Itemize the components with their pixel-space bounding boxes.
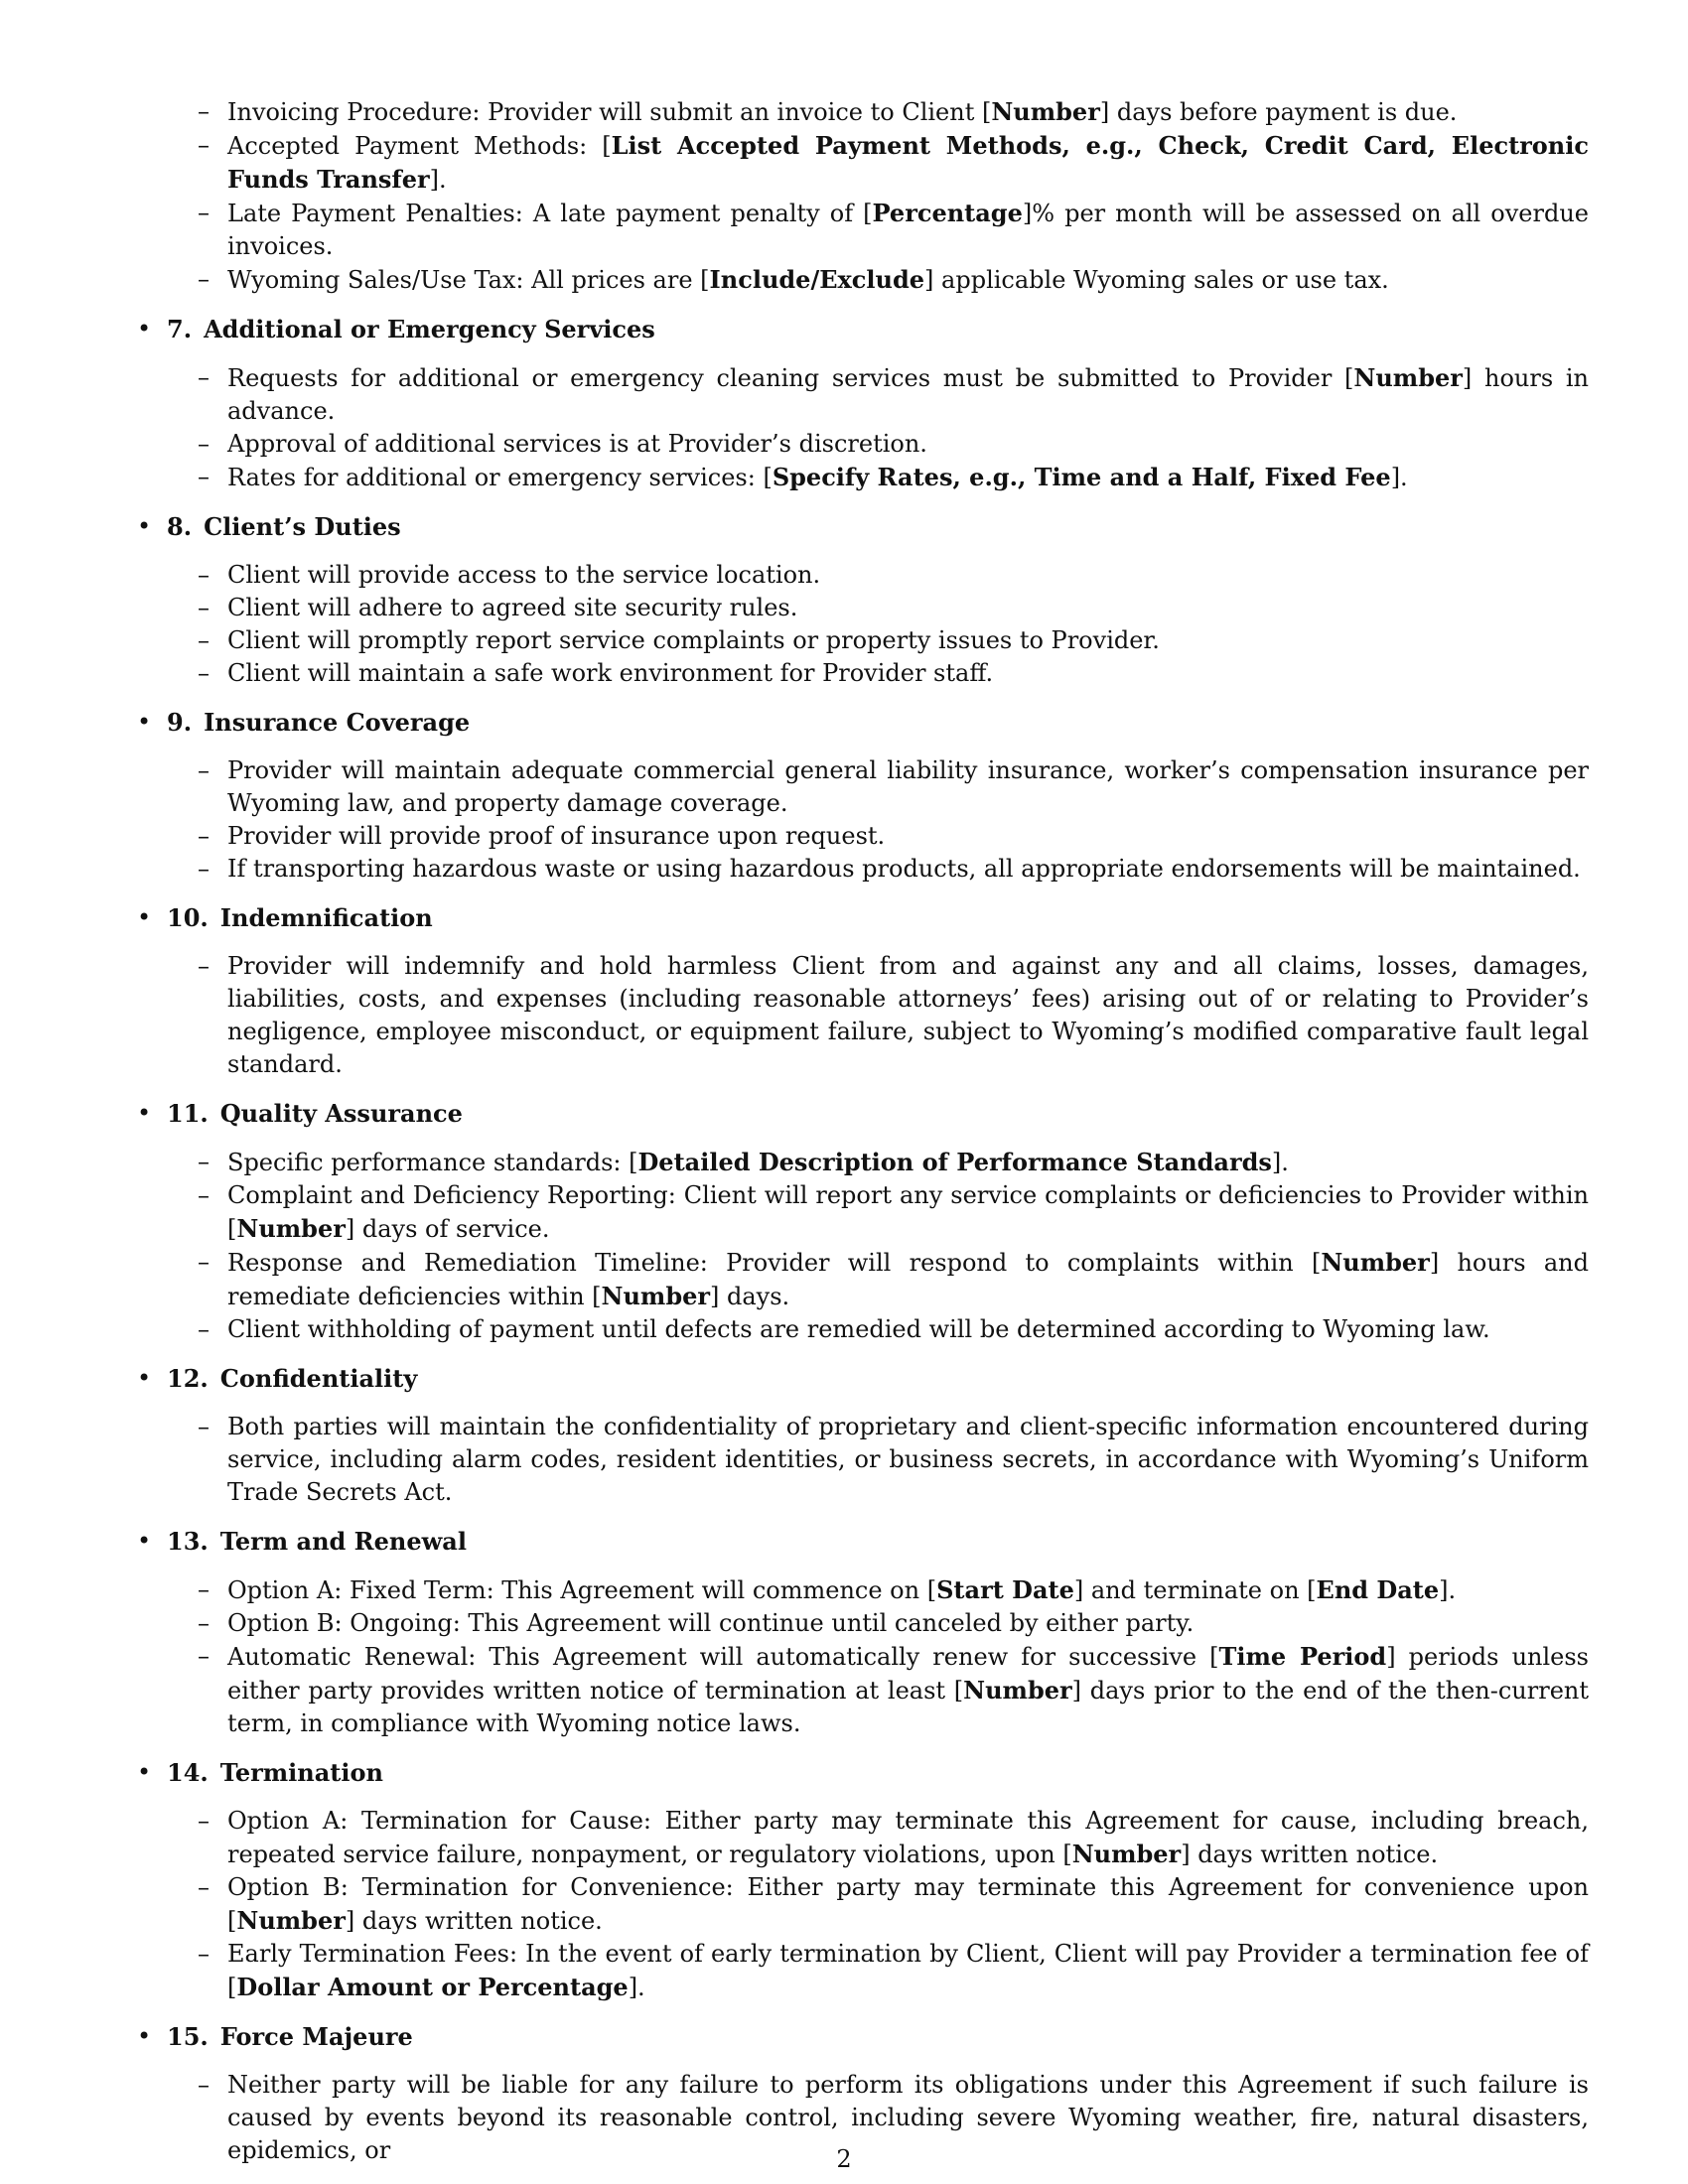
item-text: ] days written notice.: [345, 1907, 603, 1935]
placeholder-field: Time Period: [1218, 1642, 1387, 1671]
section: [137, 1362, 1589, 1509]
section-heading: [137, 510, 1589, 543]
placeholder-field: Number: [1353, 363, 1463, 392]
placeholder-field: Number: [1071, 1840, 1182, 1868]
list-item: [227, 428, 1589, 461]
section: [137, 1756, 1589, 2004]
section-title: Quality Assurance: [219, 1099, 463, 1128]
item-text: ] days prior to the end of the then-current term, in compliance with Wyoming notice laws.: [227, 1677, 1590, 1737]
item-text: ] applicable Wyoming sales or use tax.: [924, 266, 1389, 294]
section-number: 9.: [167, 708, 193, 737]
item-text: Complaint and Deficiency Reporting: Client will report any service complaints or deficiencies to Provider within [: [227, 1181, 1589, 1243]
list-item: [227, 263, 1589, 297]
section: [137, 706, 1589, 886]
list-item: [227, 361, 1589, 428]
item-text: Client withholding of payment until defects are remedied will be determined according to Wyoming law.: [227, 1315, 1490, 1343]
section: [137, 1525, 1589, 1740]
placeholder-field: Start Date: [936, 1575, 1074, 1604]
list-item: [227, 820, 1589, 853]
list-item: [227, 1805, 1589, 1871]
section-items: [137, 754, 1589, 886]
item-text: ] periods unless either party provides written notice of termination at least [: [227, 1643, 1589, 1705]
section-heading: [137, 706, 1589, 739]
section-title: Indemnification: [219, 903, 433, 932]
item-text: ] and terminate on [: [1073, 1576, 1317, 1604]
section-items: [137, 950, 1589, 1081]
list-item: [227, 657, 1589, 690]
item-text: Rates for additional or emergency services: [: [227, 464, 773, 491]
item-text: Wyoming Sales/Use Tax: All prices are [: [227, 266, 710, 294]
placeholder-field: Detailed Description of Performance Standards: [637, 1148, 1272, 1176]
item-text: ].: [628, 1974, 645, 2001]
section-number: 11.: [167, 1099, 209, 1128]
item-text: Provider will indemnify and hold harmless Client from and against any and all claims, losses, damages, liabilities, costs, and expenses (including reasonable attorneys’ fees) arising out of or relating to Provider’s negligence, employee misconduct, or equipment failure, subject to Wyoming’s modified comparative fault legal standard.: [227, 952, 1589, 1078]
section-heading: [137, 901, 1589, 934]
sections-container: [137, 313, 1589, 2167]
placeholder-field: End Date: [1316, 1575, 1440, 1604]
section-number: 13.: [167, 1527, 209, 1556]
section-heading: [137, 1756, 1589, 1789]
section-title: Term and Renewal: [219, 1527, 467, 1556]
list-item: [227, 1640, 1589, 1740]
item-text: ]% per month will be assessed on all overdue invoices.: [227, 200, 1589, 260]
section-title: Force Majeure: [219, 2022, 413, 2051]
item-text: ] days of service.: [345, 1215, 550, 1243]
item-text: Early Termination Fees: In the event of early termination by Client, Client will pay Provider a termination fee of [: [227, 1940, 1589, 2001]
placeholder-field: Include/Exclude: [709, 265, 925, 294]
item-text: Client will adhere to agreed site security rules.: [227, 594, 798, 621]
list-item: [227, 950, 1589, 1081]
section-number: 12.: [167, 1364, 209, 1393]
list-item: [227, 95, 1589, 129]
item-text: Invoicing Procedure: Provider will submit an invoice to Client [: [227, 98, 992, 126]
list-item: [227, 129, 1589, 197]
list-item: [227, 1411, 1589, 1509]
item-text: Neither party will be liable for any failure to perform its obligations under this Agreement if such failure is caused by events beyond its reasonable control, including severe Wyoming weather, fire, natural disasters, epidemics, or: [227, 2071, 1589, 2164]
list-item: [227, 1179, 1589, 1246]
item-text: Late Payment Penalties: A late payment penalty of [: [227, 200, 873, 227]
section-number: 8.: [167, 512, 193, 541]
item-text: ].: [1390, 464, 1408, 491]
section-heading: [137, 1362, 1589, 1395]
item-text: Client will maintain a safe work environment for Provider staff.: [227, 659, 994, 687]
item-text: Automatic Renewal: This Agreement will automatically renew for successive [: [227, 1643, 1219, 1671]
list-item: [227, 1938, 1589, 2004]
item-text: Client will promptly report service complaints or property issues to Provider.: [227, 626, 1160, 654]
section: [137, 313, 1589, 494]
section-items: [137, 1805, 1589, 2004]
placeholder-field: Specify Rates, e.g., Time and a Half, Fixed Fee: [772, 463, 1391, 491]
item-text: Option B: Termination for Convenience: Either party may terminate this Agreement for convenience upon [: [227, 1873, 1589, 1935]
item-text: Accepted Payment Methods: [: [227, 132, 612, 160]
item-text: Option A: Termination for Cause: Either party may terminate this Agreement for cause, including breach, repeated service failure, nonpayment, or regulatory violations, upon [: [227, 1807, 1589, 1868]
section-items: [137, 559, 1589, 690]
item-text: Specific performance standards: [: [227, 1149, 638, 1176]
placeholder-field: Number: [991, 97, 1100, 126]
item-text: Both parties will maintain the confidentiality of proprietary and client-specific information encountered during service, including alarm codes, resident identities, or business secrets, in accordance with Wyoming’s Uniform Trade Secrets Act.: [227, 1413, 1589, 1506]
item-text: Provider will maintain adequate commercial general liability insurance, worker’s compensation insurance per Wyoming law, and property damage coverage.: [227, 756, 1589, 817]
placeholder-field: Percentage: [872, 199, 1023, 227]
page-number: 2: [836, 2145, 852, 2173]
section-number: 15.: [167, 2022, 209, 2051]
section-heading: [137, 1097, 1589, 1130]
item-text: If transporting hazardous waste or using hazardous products, all appropriate endorsements will be maintained.: [227, 855, 1581, 883]
continued-payment-items: [137, 95, 1589, 297]
item-text: Response and Remediation Timeline: Provider will respond to complaints within [: [227, 1249, 1322, 1277]
list-item: [227, 1607, 1589, 1640]
list-item: [227, 754, 1589, 820]
section: [137, 901, 1589, 1081]
item-text: ] hours in advance.: [227, 364, 1590, 425]
item-text: Requests for additional or emergency cleaning services must be submitted to Provider [: [227, 364, 1354, 392]
list-item: [227, 461, 1589, 494]
list-item: [227, 1573, 1589, 1607]
item-text: Option B: Ongoing: This Agreement will continue until canceled by either party.: [227, 1609, 1195, 1637]
list-item: [227, 1246, 1589, 1313]
item-text: ] days before payment is due.: [1099, 98, 1458, 126]
item-text: Client will provide access to the service location.: [227, 561, 821, 589]
placeholder-field: Number: [601, 1282, 711, 1310]
item-text: ] hours and remediate deficiencies within [: [227, 1249, 1590, 1310]
section-title: Additional or Emergency Services: [204, 315, 655, 343]
item-text: Option A: Fixed Term: This Agreement will commence on [: [227, 1576, 937, 1604]
list-item: [227, 559, 1589, 592]
document-body: [137, 95, 1589, 2167]
section-heading: [137, 1525, 1589, 1558]
section-number: 10.: [167, 903, 209, 932]
placeholder-field: Number: [236, 1906, 346, 1935]
section-title: Client’s Duties: [204, 512, 401, 541]
item-text: ].: [1271, 1149, 1289, 1176]
placeholder-field: Number: [1321, 1248, 1430, 1277]
section-number: 7.: [167, 315, 193, 343]
section: [137, 1097, 1589, 1346]
placeholder-field: Number: [236, 1214, 346, 1243]
section-items: [137, 1411, 1589, 1509]
list-item: [227, 1146, 1589, 1179]
section: [137, 510, 1589, 690]
section-title: Insurance Coverage: [204, 708, 471, 737]
item-text: ] days written notice.: [1181, 1841, 1439, 1868]
section-title: Termination: [219, 1758, 383, 1787]
item-text: Provider will provide proof of insurance upon request.: [227, 822, 886, 850]
section-items: [137, 361, 1589, 494]
item-text: ].: [1439, 1576, 1457, 1604]
list-item: [227, 853, 1589, 886]
list-item: [227, 1871, 1589, 1938]
list-item: [227, 624, 1589, 657]
section-number: 14.: [167, 1758, 209, 1787]
section-title: Confidentiality: [219, 1364, 418, 1393]
placeholder-field: List Accepted Payment Methods, e.g., Check, Credit Card, Electronic Funds Transfer: [227, 131, 1589, 194]
item-text: ].: [429, 166, 447, 194]
item-text: ] days.: [710, 1283, 790, 1310]
section-heading: [137, 2020, 1589, 2053]
list-item: [227, 197, 1589, 263]
placeholder-field: Number: [963, 1676, 1072, 1705]
list-item: [227, 1313, 1589, 1346]
section-items: [137, 1573, 1589, 1740]
item-text: Approval of additional services is at Provider’s discretion.: [227, 430, 927, 458]
section-heading: [137, 313, 1589, 345]
placeholder-field: Dollar Amount or Percentage: [236, 1973, 629, 2001]
section-items: [137, 1146, 1589, 1346]
list-item: [227, 592, 1589, 624]
